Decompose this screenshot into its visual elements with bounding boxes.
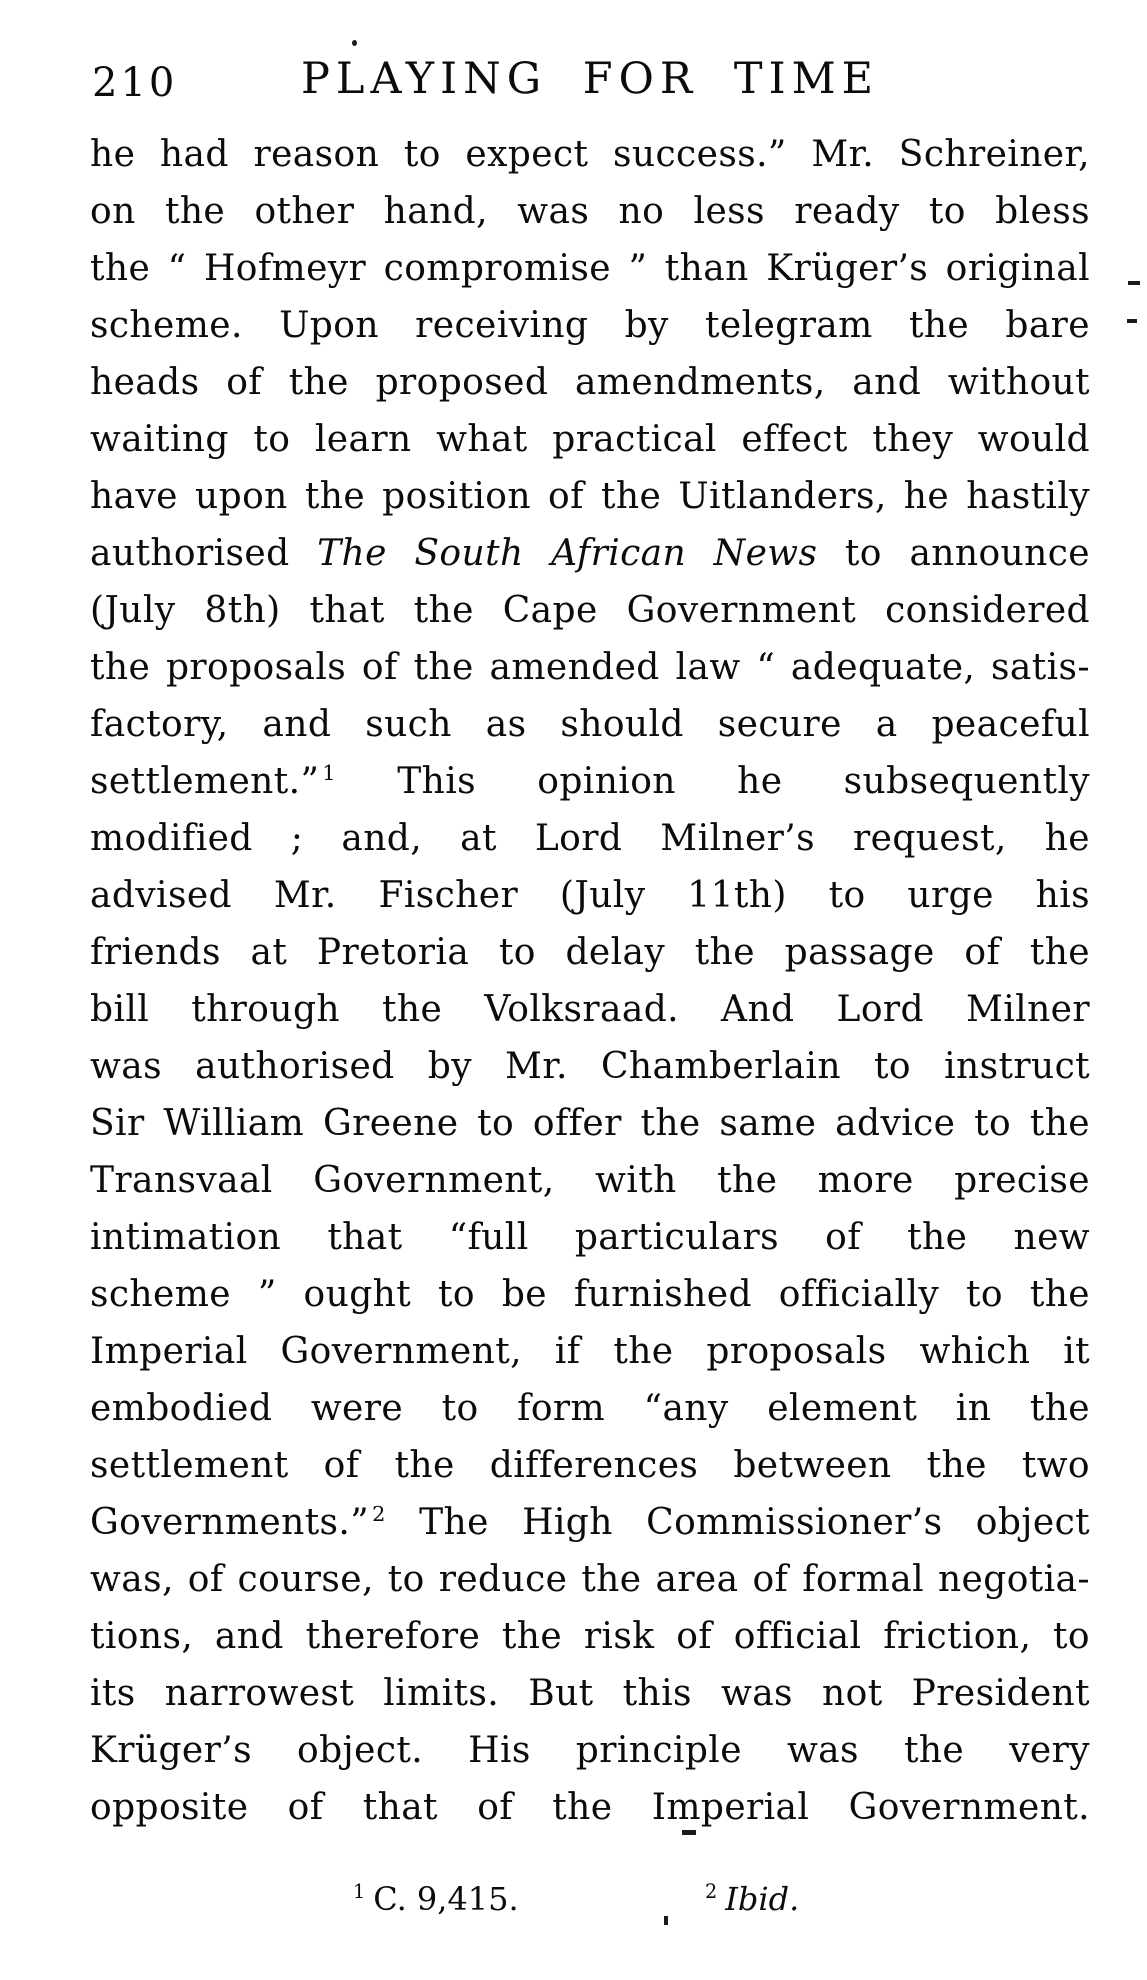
scan-speck <box>352 40 357 46</box>
text-line: Sir William Greene to offer the same advice to the <box>90 1103 1090 1144</box>
footnote-text: Ibid. <box>725 1880 800 1918</box>
text-line: the proposals of the amended law “ adequate, satis- <box>90 647 1090 688</box>
footnotes <box>90 1874 1090 1931</box>
body-text <box>90 126 1090 1836</box>
footnote-reference: 1 <box>322 761 336 785</box>
text-line: embodied were to form “any element in the <box>90 1388 1090 1429</box>
text-line: Imperial Government, if the proposals which it <box>90 1331 1090 1372</box>
text-line: waiting to learn what practical effect they would <box>90 419 1090 460</box>
text-line: Governments.” $^2$ The High Commissioner’s object <box>90 1502 1090 1543</box>
footnote-reference: 2 <box>372 1502 386 1526</box>
text-line: was authorised by Mr. Chamberlain to instruct <box>90 1046 1090 1087</box>
text-line: Transvaal Government, with the more precise <box>90 1160 1090 1201</box>
text-line: factory, and such as should secure a peaceful <box>90 704 1090 745</box>
text-line: scheme ” ought to be furnished officially to the <box>90 1274 1090 1315</box>
text-line: have upon the position of the Uitlanders, he hastily <box>90 476 1090 517</box>
text-line: modified ; and, at Lord Milner’s request, he <box>90 818 1090 859</box>
text-line: settlement.” $^1$ This opinion he subsequently <box>90 761 1090 802</box>
text-line: friends at Pretoria to delay the passage of the <box>90 932 1090 973</box>
footnote-text: C. 9,415. <box>373 1880 519 1918</box>
text-line: was, of course, to reduce the area of formal negotia- <box>90 1559 1090 1600</box>
text-line: tions, and therefore the risk of official friction, to <box>90 1616 1090 1657</box>
scan-speck <box>682 1830 696 1835</box>
text-line: on the other hand, was no less ready to bless <box>90 191 1090 232</box>
running-title: PLAYING FOR TIME <box>300 54 880 104</box>
scan-speck <box>1128 281 1140 285</box>
text-line: opposite of that of the Imperial Government. <box>90 1787 1090 1828</box>
text-line: settlement of the differences between the two <box>90 1445 1090 1486</box>
text-line: advised Mr. Fischer (July 11th) to urge his <box>90 875 1090 916</box>
footnote-marker: 1 <box>353 1880 366 1904</box>
page-header <box>90 54 1090 104</box>
text-line: (July 8th) that the Cape Government considered <box>90 590 1090 631</box>
text-line: authorised The South African News to announce <box>90 533 1090 574</box>
text-line: intimation that “full particulars of the new <box>90 1217 1090 1258</box>
text-line: the “ Hofmeyr compromise ” than Krüger’s original <box>90 248 1090 289</box>
text-line: Krüger’s object. His principle was the very <box>90 1730 1090 1771</box>
text-line: its narrowest limits. But this was not President <box>90 1673 1090 1714</box>
footnote <box>353 1874 519 1924</box>
text-line: bill through the Volksraad. And Lord Milner <box>90 989 1090 1030</box>
scan-speck <box>1127 319 1137 323</box>
footnote <box>705 1874 799 1924</box>
text-line: heads of the proposed amendments, and without <box>90 362 1090 403</box>
text-line: he had reason to expect success.” Mr. Schreiner, <box>90 134 1090 175</box>
page-number: 210 <box>92 60 178 106</box>
footnote-marker: 2 <box>705 1880 718 1904</box>
scan-speck <box>664 1916 668 1925</box>
text-line: scheme. Upon receiving by telegram the bare <box>90 305 1090 346</box>
